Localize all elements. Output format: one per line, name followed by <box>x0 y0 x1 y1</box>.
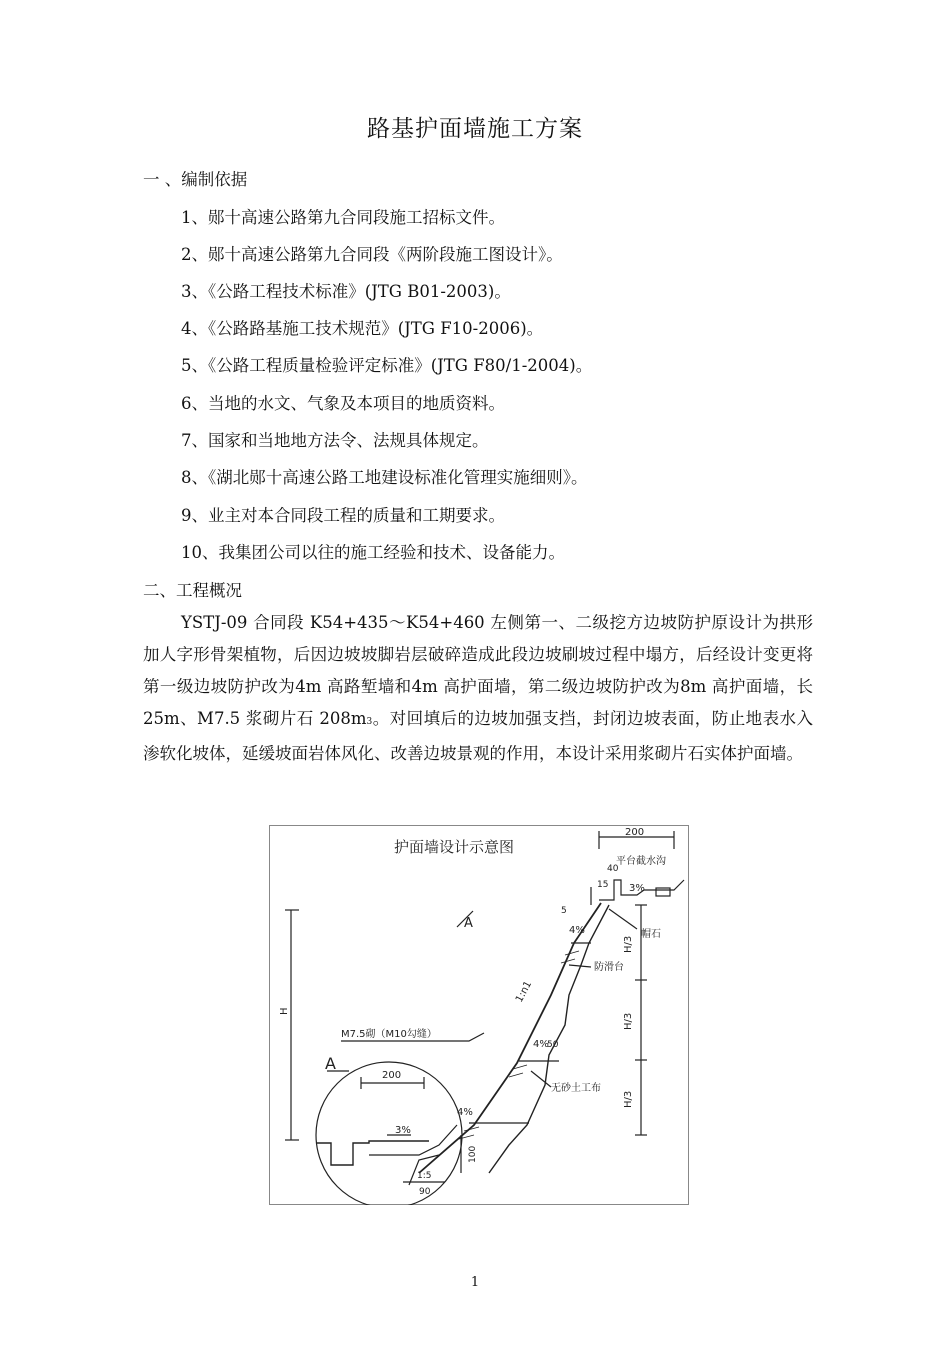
dim-200-bottom-label: 200 <box>382 1070 402 1081</box>
platform-ditch-label: 平台截水沟 <box>616 856 666 867</box>
h-third-3-label: H/3 <box>623 1090 634 1108</box>
figure-caption: 护面墙设计示意图 <box>394 838 515 856</box>
slope-4pct-1-label: 4% <box>569 925 585 936</box>
dim-90-label: 90 <box>419 1187 431 1197</box>
list-item: 2、郧十高速公路第九合同段《两阶段施工图设计》。 <box>181 245 563 264</box>
retaining-wall-diagram <box>269 825 689 1205</box>
slope-3pct-bottom-label: 3% <box>395 1125 411 1136</box>
list-item: 1、郧十高速公路第九合同段施工招标文件。 <box>181 208 505 227</box>
dim-40-label: 40 <box>607 864 619 874</box>
h-third-1-label: H/3 <box>623 935 634 953</box>
slope-4pct-2-label: 4% <box>533 1039 549 1050</box>
dim-100-label: 100 <box>468 1145 478 1163</box>
dim-5-label: 5 <box>561 906 567 916</box>
list-item: 6、当地的水文、气象及本项目的地质资料。 <box>181 394 505 413</box>
section-heading-overview: 二、工程概况 <box>143 581 242 600</box>
slope-4pct-3-label: 4% <box>457 1107 473 1118</box>
list-item: 7、国家和当地地方法令、法规具体规定。 <box>181 431 489 450</box>
h-total-label: H <box>279 1007 290 1015</box>
list-item: 9、业主对本合同段工程的质量和工期要求。 <box>181 506 505 525</box>
ditch-block <box>656 888 670 896</box>
mortar-label: M7.5砌（M10勾缝） <box>341 1029 437 1040</box>
anti-slip-ledge-label: 防滑台 <box>594 962 624 973</box>
filter-leader <box>531 1071 551 1087</box>
wall-inner-face <box>489 905 609 1173</box>
ratio-1-5-label: 1:5 <box>417 1171 432 1181</box>
coping-leader <box>609 909 637 929</box>
overview-unit-superscript: 3 <box>366 717 373 727</box>
bottom-ditch <box>317 1141 429 1165</box>
overview-paragraph <box>143 607 813 770</box>
slope-ratio-label: 1:n1 <box>513 979 535 1005</box>
overview-text-part1: YSTJ-09 合同段 K54+435～K54+460 左侧第一、二级挖方边坡防护原设计为拱形加人字形骨架植物，后因边坡坡脚岩层破碎造成此段边坡刷坡过程中塌方，后经设计变更将第一级边坡防护改为4m 高路堑墙和4m 高护面墙，第二级边坡防护改为8m 高护面墙，长 25m、M7.5 浆砌片石 208m <box>143 613 813 728</box>
no-sand-filter-label: 无砂土工布 <box>551 1083 601 1094</box>
list-item: 10、我集团公司以往的施工经验和技术、设备能力。 <box>181 543 565 562</box>
overview-text-part2: 。对回填后的边坡加强支挡，封闭边坡表面，防止地表水入渗软化坡体，延缓坡面岩体风化、改善边坡景观的作用，本设计采用浆砌片石实体护面墙。 <box>143 709 814 763</box>
slope-3pct-top-label: 3% <box>629 883 645 894</box>
section-heading-basis: 一 、编制依据 <box>143 170 248 189</box>
dim-200-top-label: 200 <box>625 827 645 838</box>
section-marker-top: A <box>464 916 473 931</box>
list-item: 3、《公路工程技术标准》(JTG B01-2003)。 <box>181 282 511 301</box>
h-third-2-label: H/3 <box>623 1012 634 1030</box>
page-number: 1 <box>470 1275 480 1290</box>
page-title: 路基护面墙施工方案 <box>367 116 583 142</box>
dim-15-label: 15 <box>597 880 609 890</box>
list-item: 4、《公路路基施工技术规范》(JTG F10-2006)。 <box>181 319 544 338</box>
dim-50-label: 50 <box>547 1040 559 1050</box>
section-marker-a: A <box>325 1054 336 1073</box>
list-item: 8、《湖北郧十高速公路工地建设标准化管理实施细则》。 <box>181 468 588 487</box>
list-item: 5、《公路工程质量检验评定标准》(JTG F80/1-2004)。 <box>181 356 593 375</box>
coping-stone-label: 帽石 <box>641 929 661 940</box>
